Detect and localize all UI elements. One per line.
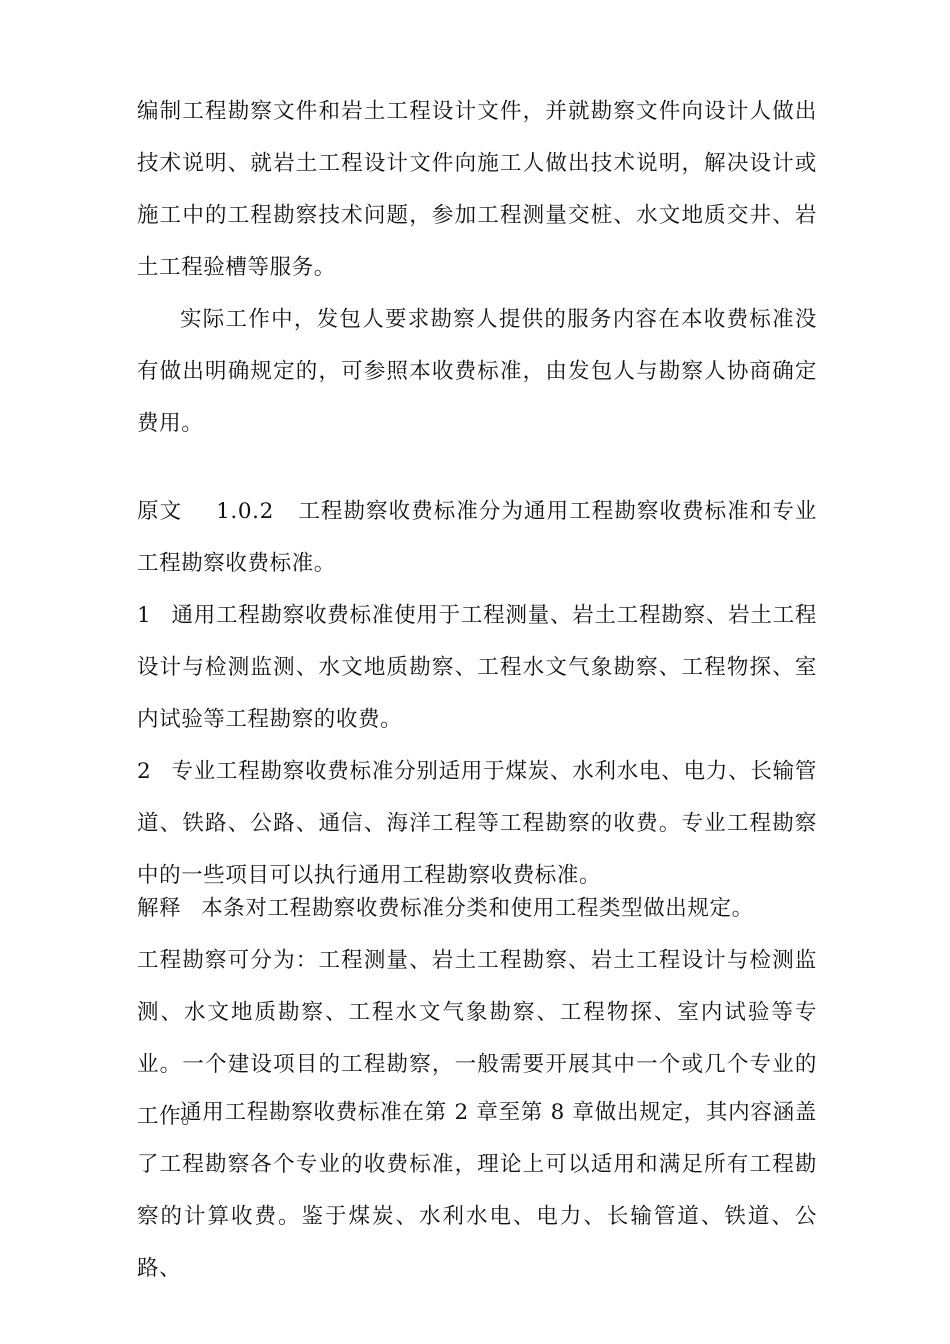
paragraph-original-1-0-2 [137, 486, 817, 590]
paragraph-text: 工程勘察可分为：工程测量、岩土工程勘察、岩土工程设计与检测监测、水文地质勘察、工程水文气象勘察、工程物探、室内试验等专业。一个建设项目的工程勘察，一般需要开展其中一个或几个专业的工作。 [137, 948, 817, 1129]
paragraph-item-1 [137, 590, 817, 746]
paragraph-general-standard [137, 1087, 817, 1295]
paragraph-text: 专业工程勘察收费标准分别适用于煤炭、水利水电、电力、长输管道、铁路、公路、通信、海洋工程等工程勘察的收费。专业工程勘察中的一些项目可以执行通用工程勘察收费标准。 [137, 759, 817, 888]
label-original: 原文 [137, 499, 183, 524]
paragraph-text: 通用工程勘察收费标准在第 2 章至第 8 章做出规定，其内容涵盖了工程勘察各个专业的收费标准，理论上可以适用和满足所有工程勘察的计算收费。鉴于煤炭、水利水电、电力、长输管道、铁道、公路、 [137, 1100, 817, 1281]
paragraph-practice-note [137, 294, 817, 450]
paragraph-text: 实际工作中，发包人要求勘察人提供的服务内容在本收费标准没有做出明确规定的，可参照本收费标准，由发包人与勘察人协商确定费用。 [137, 307, 817, 436]
paragraph-text: 编制工程勘察文件和岩土工程设计文件，并就勘察文件向设计人做出技术说明、就岩土工程设计文件向施工人做出技术说明，解决设计或施工中的工程勘察技术问题，参加工程测量交桩、水文地质交井、岩土工程验槽等服务。 [137, 99, 817, 280]
paragraph-item-2 [137, 746, 817, 902]
paragraph-text: 本条对工程勘察收费标准分类和使用工程类型做出规定。 [201, 896, 754, 921]
clause-number: 1.0.2 [216, 499, 274, 524]
paragraph-text: 通用工程勘察收费标准使用于工程测量、岩土工程勘察、岩土工程设计与检测监测、水文地质勘察、工程水文气象勘察、工程物探、室内试验等工程勘察的收费。 [137, 603, 817, 732]
label-explanation: 解释 [137, 896, 182, 921]
item-number: 1 [137, 603, 152, 628]
paragraph-text: 工程勘察收费标准分为通用工程勘察收费标准和专业工程勘察收费标准。 [137, 499, 818, 576]
paragraph-explanation [137, 883, 817, 935]
paragraph-survey-services [137, 86, 817, 294]
item-number: 2 [137, 759, 152, 784]
